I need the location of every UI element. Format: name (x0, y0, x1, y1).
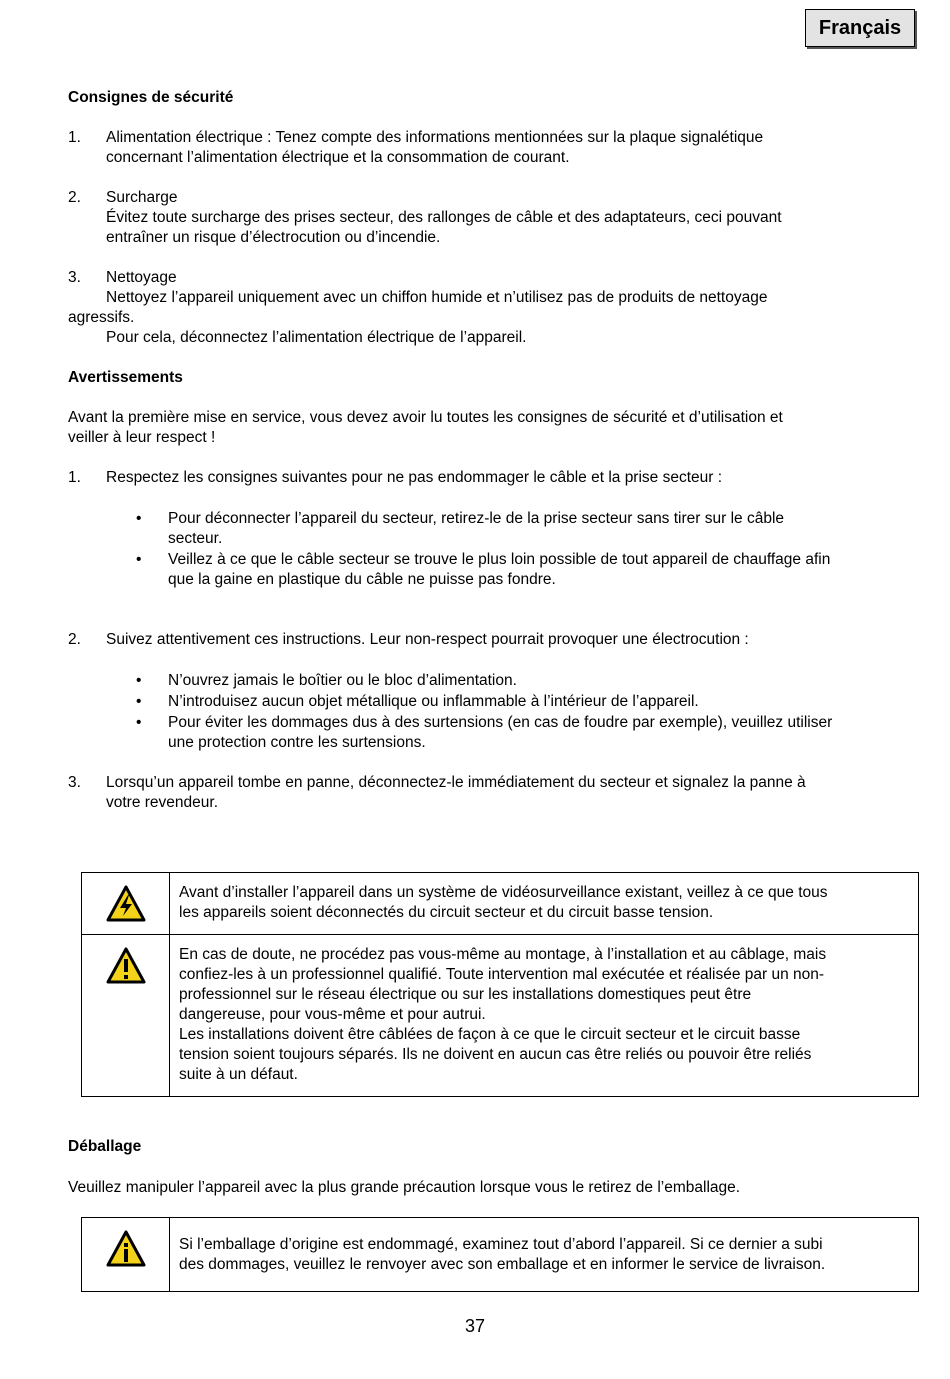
notice-line: Avant d’installer l’appareil dans un système de vidéosurveillance existant, veillez à ce que tous (179, 884, 828, 901)
notice-line: Si l’emballage d’origine est endommagé, examinez tout d’abord l’appareil. Si ce dernier a subi (179, 1236, 823, 1253)
notice-line: suite à un défaut. (179, 1066, 298, 1083)
warnings-heading: Avertissements (68, 369, 183, 386)
bullet-icon: • (136, 551, 142, 568)
notice-text (170, 935, 919, 1097)
list-number: 2. (68, 631, 81, 648)
notice-line: tension soient toujours séparés. Ils ne doivent en aucun cas être reliés ou pouvoir être reliés (179, 1046, 812, 1063)
bullet-text: N’introduisez aucun objet métallique ou inflammable à l’intérieur de l’appareil. (168, 693, 699, 710)
notice-icon-cell (82, 935, 170, 1097)
electric-hazard-icon (106, 885, 146, 923)
list-item-text: Pour cela, déconnectez l’alimentation électrique de l’appareil. (106, 329, 527, 346)
notice-line: confiez-les à un professionnel qualifié. Toute intervention mal exécutée et réalisée par un non- (179, 966, 825, 983)
warning-icon (106, 947, 146, 985)
bullet-icon: • (136, 693, 142, 710)
bullet-text: secteur. (168, 530, 223, 547)
notice-row (82, 935, 919, 1097)
list-number: 3. (68, 269, 81, 286)
list-number: 1. (68, 469, 81, 486)
list-item-text: Alimentation électrique : Tenez compte des informations mentionnées sur la plaque signalétique (106, 129, 764, 146)
bullet-text: Pour déconnecter l’appareil du secteur, retirez-le de la prise secteur sans tirer sur le câble (168, 510, 785, 527)
bullet-icon: • (136, 714, 142, 731)
notice-text (170, 1218, 919, 1292)
page-number: 37 (464, 1316, 486, 1336)
unpacking-heading: Déballage (68, 1138, 142, 1155)
list-item-text: Suivez attentivement ces instructions. Leur non-respect pourrait provoquer une électrocution : (106, 631, 749, 648)
bullet-icon: • (136, 672, 142, 689)
bullet-text: Pour éviter les dommages dus à des surtensions (en cas de foudre par exemple), veuillez utiliser (168, 714, 833, 731)
warnings-intro: veiller à leur respect ! (68, 429, 216, 446)
list-item-text: agressifs. (68, 309, 135, 326)
notice-line: des dommages, veuillez le renvoyer avec son emballage et en informer le service de livraison. (179, 1256, 826, 1273)
safety-heading: Consignes de sécurité (68, 89, 234, 106)
notice-row (82, 1218, 919, 1292)
list-item-text: Respectez les consignes suivantes pour ne pas endommager le câble et la prise secteur : (106, 469, 723, 486)
info-icon (106, 1230, 146, 1268)
unpacking-text: Veuillez manipuler l’appareil avec la plus grande précaution lorsque vous le retirez de l’emballage. (68, 1179, 741, 1196)
bullet-text: une protection contre les surtensions. (168, 734, 426, 751)
notice-line: les appareils soient déconnectés du circuit secteur et du circuit basse tension. (179, 904, 714, 921)
list-number: 3. (68, 774, 81, 791)
list-item-title: Surcharge (106, 189, 178, 206)
language-label: Français (805, 9, 915, 47)
bullet-text: N’ouvrez jamais le boîtier ou le bloc d’alimentation. (168, 672, 517, 689)
list-item-text: entraîner un risque d’électrocution ou d’incendie. (106, 229, 441, 246)
notice-icon-cell (82, 1218, 170, 1292)
list-item-text: Évitez toute surcharge des prises secteur, des rallonges de câble et des adaptateurs, ceci pouvant (106, 209, 782, 226)
bullet-text: Veillez à ce que le câble secteur se trouve le plus loin possible de tout appareil de chauffage afin (168, 551, 831, 568)
list-number: 1. (68, 129, 81, 146)
bullet-icon: • (136, 510, 142, 527)
list-item-text: Nettoyez l’appareil uniquement avec un chiffon humide et n’utilisez pas de produits de nettoyage (106, 289, 768, 306)
list-item-text: votre revendeur. (106, 794, 219, 811)
notice-line: professionnel sur le réseau électrique ou sur les installations domestiques peut être (179, 986, 752, 1003)
notice-line: Les installations doivent être câblées de façon à ce que le circuit secteur et le circuit basse (179, 1026, 801, 1043)
notice-line: En cas de doute, ne procédez pas vous-même au montage, à l’installation et au câblage, mais (179, 946, 827, 963)
bullet-text: que la gaine en plastique du câble ne puisse pas fondre. (168, 571, 556, 588)
notice-line: dangereuse, pour vous-même et pour autrui. (179, 1006, 486, 1023)
notice-text (170, 873, 919, 935)
notice-icon-cell (82, 873, 170, 935)
list-item-text: Lorsqu’un appareil tombe en panne, déconnectez-le immédiatement du secteur et signalez la panne à (106, 774, 806, 791)
warnings-intro: Avant la première mise en service, vous devez avoir lu toutes les consignes de sécurité et d’utilisation et (68, 409, 783, 426)
list-item-title: Nettoyage (106, 269, 177, 286)
list-number: 2. (68, 189, 81, 206)
list-item-text: concernant l’alimentation électrique et la consommation de courant. (106, 149, 570, 166)
notice-table (81, 872, 919, 1097)
notice-row (82, 873, 919, 935)
info-notice-table (81, 1217, 919, 1292)
